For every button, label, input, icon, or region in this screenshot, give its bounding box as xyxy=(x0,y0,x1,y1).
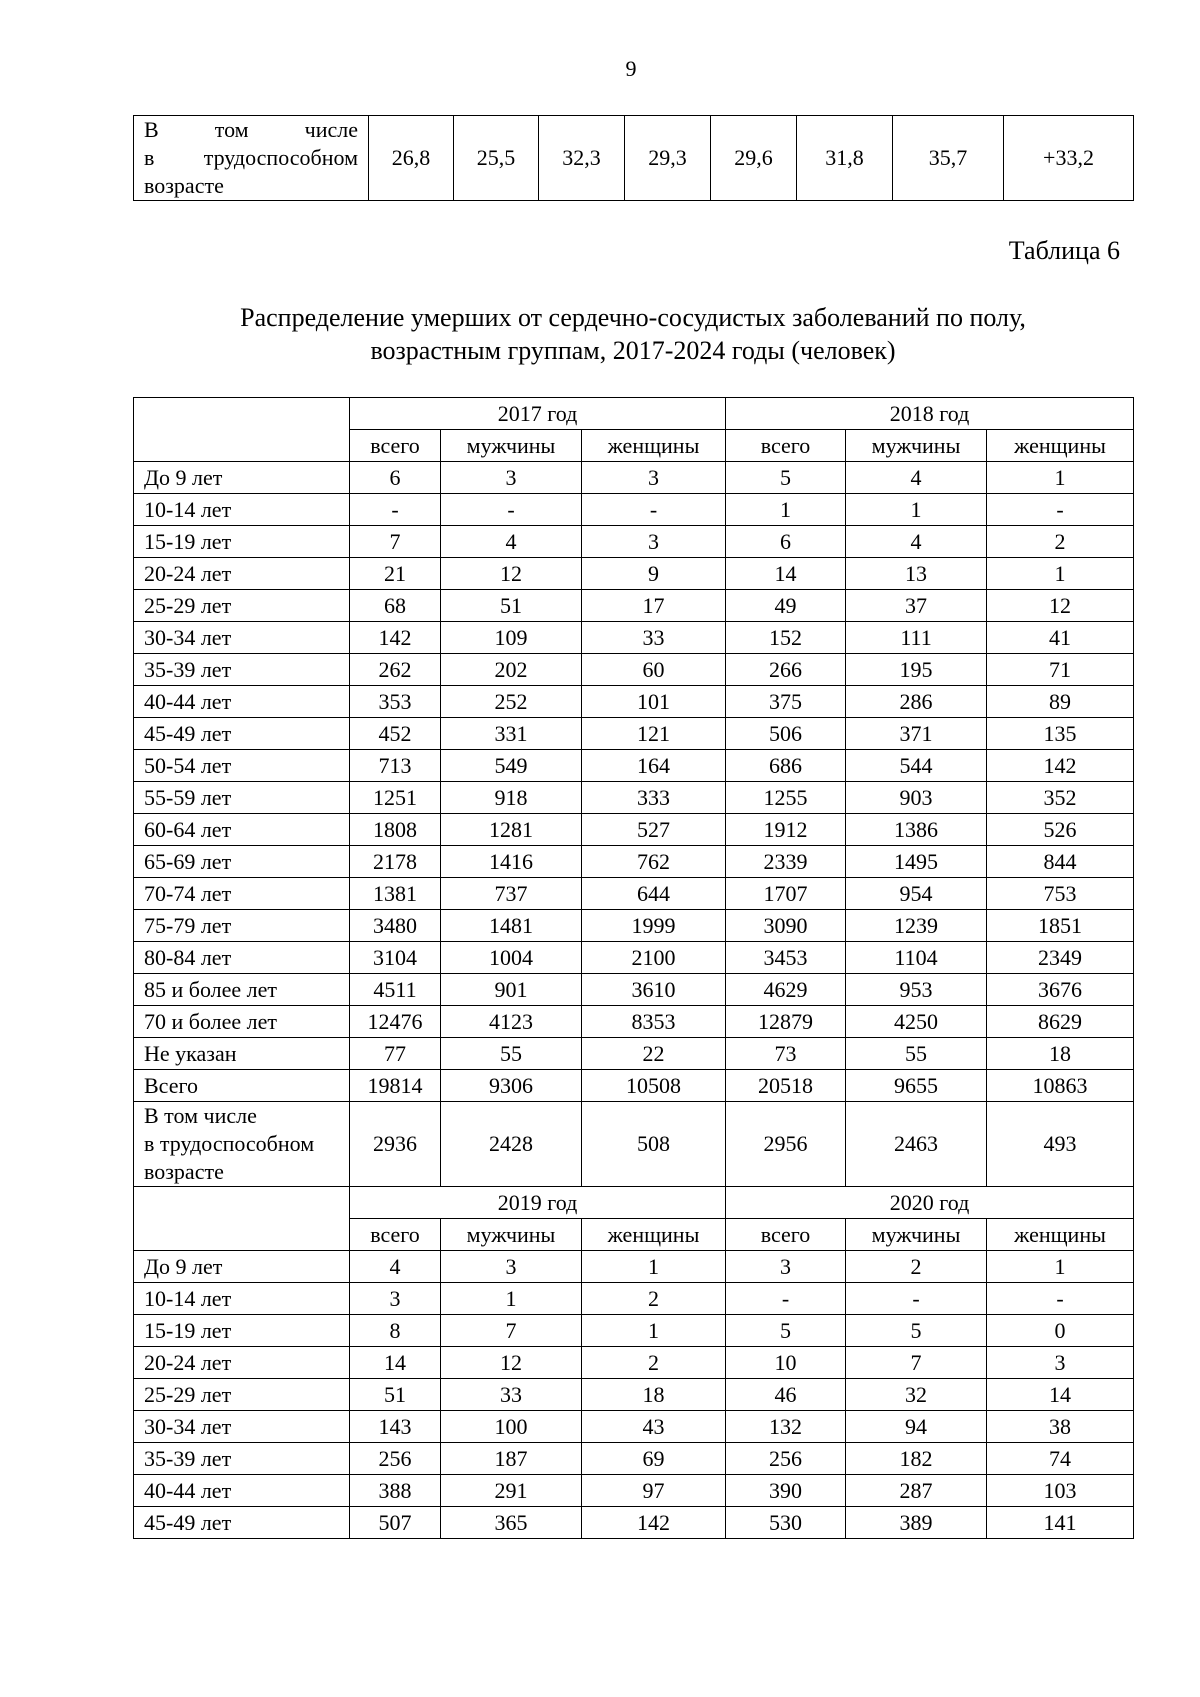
table-cell: 6 xyxy=(726,526,846,558)
row-label: 50-54 лет xyxy=(134,750,350,782)
table-row xyxy=(134,1315,1134,1347)
table-cell: 1416 xyxy=(441,846,582,878)
table-cell: 256 xyxy=(350,1443,441,1475)
table-cell: 4629 xyxy=(726,974,846,1006)
table-cell: 10 xyxy=(726,1347,846,1379)
table-cell: 4 xyxy=(441,526,582,558)
table-row xyxy=(134,494,1134,526)
table-cell: 29,6 xyxy=(711,116,797,201)
row-label: 25-29 лет xyxy=(134,1379,350,1411)
table-cell: 753 xyxy=(987,878,1134,910)
table-cell: 1381 xyxy=(350,878,441,910)
table-cell: 371 xyxy=(846,718,987,750)
table-cell: 3 xyxy=(350,1283,441,1315)
table-cell: 29,3 xyxy=(625,116,711,201)
row-label: 30-34 лет xyxy=(134,1411,350,1443)
table-cell: 1004 xyxy=(441,942,582,974)
table-cell: 2956 xyxy=(726,1102,846,1187)
table-row xyxy=(134,462,1134,494)
table-row xyxy=(134,718,1134,750)
table-cell: 152 xyxy=(726,622,846,654)
table-cell: 506 xyxy=(726,718,846,750)
table-cell: 1808 xyxy=(350,814,441,846)
table-cell: 1481 xyxy=(441,910,582,942)
table-cell: 49 xyxy=(726,590,846,622)
year-header: 2017 год xyxy=(350,398,726,430)
row-label: 20-24 лет xyxy=(134,1347,350,1379)
table-cell: 507 xyxy=(350,1507,441,1539)
table-cell: 2936 xyxy=(350,1102,441,1187)
table-cell: 100 xyxy=(441,1411,582,1443)
table-cell: 3 xyxy=(582,462,726,494)
table-cell: +33,2 xyxy=(1004,116,1134,201)
table-cell: 9306 xyxy=(441,1070,582,1102)
label-line: возрасте xyxy=(144,1159,224,1184)
table-cell: 4 xyxy=(846,526,987,558)
row-label: 55-59 лет xyxy=(134,782,350,814)
table-cell: 286 xyxy=(846,686,987,718)
table-cell: 51 xyxy=(350,1379,441,1411)
table-row xyxy=(134,558,1134,590)
table-cell: 527 xyxy=(582,814,726,846)
table-cell: 101 xyxy=(582,686,726,718)
table-cell: 164 xyxy=(582,750,726,782)
row-label: 85 и более лет xyxy=(134,974,350,1006)
table-row xyxy=(134,1475,1134,1507)
table-row xyxy=(134,1070,1134,1102)
table-cell: 1 xyxy=(726,494,846,526)
table-cell: 493 xyxy=(987,1102,1134,1187)
table-row xyxy=(134,1347,1134,1379)
row-label xyxy=(134,1102,350,1187)
table-row xyxy=(134,974,1134,1006)
table-cell: 4511 xyxy=(350,974,441,1006)
table-cell: 331 xyxy=(441,718,582,750)
table-cell: 12 xyxy=(441,1347,582,1379)
row-label: 15-19 лет xyxy=(134,526,350,558)
table-cell: 10863 xyxy=(987,1070,1134,1102)
table-cell: 6 xyxy=(350,462,441,494)
table-cell: 3 xyxy=(582,526,726,558)
table-cell: 713 xyxy=(350,750,441,782)
table-cell: 2178 xyxy=(350,846,441,878)
table-cell: 737 xyxy=(441,878,582,910)
table-cell: 10508 xyxy=(582,1070,726,1102)
year-header-row xyxy=(134,398,1134,430)
table-cell: 508 xyxy=(582,1102,726,1187)
year-header: 2018 год xyxy=(726,398,1134,430)
row-label: 65-69 лет xyxy=(134,846,350,878)
table-cell: 1 xyxy=(441,1283,582,1315)
table-cell: 8629 xyxy=(987,1006,1134,1038)
table-cell: - xyxy=(441,494,582,526)
corner-cell xyxy=(134,1187,350,1251)
table-cell: 762 xyxy=(582,846,726,878)
table-cell: 2463 xyxy=(846,1102,987,1187)
table-cell: 3 xyxy=(987,1347,1134,1379)
table-cell: 14 xyxy=(350,1347,441,1379)
table-cell: 686 xyxy=(726,750,846,782)
table-cell: 94 xyxy=(846,1411,987,1443)
table-cell: 1495 xyxy=(846,846,987,878)
table-cell: 187 xyxy=(441,1443,582,1475)
table-cell: 12 xyxy=(441,558,582,590)
table-cell: 5 xyxy=(726,462,846,494)
row-label: Всего xyxy=(134,1070,350,1102)
table-cell: 2100 xyxy=(582,942,726,974)
table-cell: 111 xyxy=(846,622,987,654)
table-cell: 25,5 xyxy=(454,116,539,201)
table-cell: 55 xyxy=(441,1038,582,1070)
table-cell: 68 xyxy=(350,590,441,622)
table-cell: 19814 xyxy=(350,1070,441,1102)
table-cell: 73 xyxy=(726,1038,846,1070)
table-cell: 38 xyxy=(987,1411,1134,1443)
table-cell: 1851 xyxy=(987,910,1134,942)
table-cell: - xyxy=(350,494,441,526)
table-cell: 12879 xyxy=(726,1006,846,1038)
row-label: 70 и более лет xyxy=(134,1006,350,1038)
table-cell: 903 xyxy=(846,782,987,814)
table-cell: 77 xyxy=(350,1038,441,1070)
table-cell: 1999 xyxy=(582,910,726,942)
table-cell: 4123 xyxy=(441,1006,582,1038)
row-label: 25-29 лет xyxy=(134,590,350,622)
table-cell: 3 xyxy=(726,1251,846,1283)
table-cell: 390 xyxy=(726,1475,846,1507)
table-row xyxy=(134,1443,1134,1475)
column-header: мужчины xyxy=(441,430,582,462)
table-cell: 1 xyxy=(987,462,1134,494)
table-row xyxy=(134,910,1134,942)
row-label: 35-39 лет xyxy=(134,1443,350,1475)
table-cell: 526 xyxy=(987,814,1134,846)
table-cell: 2 xyxy=(582,1347,726,1379)
table-cell: 3453 xyxy=(726,942,846,974)
table-cell: 353 xyxy=(350,686,441,718)
row-label: 15-19 лет xyxy=(134,1315,350,1347)
table-cell: 7 xyxy=(846,1347,987,1379)
year-header: 2019 год xyxy=(350,1187,726,1219)
table-row xyxy=(134,1411,1134,1443)
table-row xyxy=(134,526,1134,558)
table-cell: 1 xyxy=(582,1251,726,1283)
table-row xyxy=(134,782,1134,814)
table-cell: 12476 xyxy=(350,1006,441,1038)
row-label: 45-49 лет xyxy=(134,1507,350,1539)
title-line: Распределение умерших от сердечно-сосудистых заболеваний по полу, xyxy=(240,303,1026,332)
table-cell: 71 xyxy=(987,654,1134,686)
table-cell: 291 xyxy=(441,1475,582,1507)
table-cell: 109 xyxy=(441,622,582,654)
table-cell: 33 xyxy=(582,622,726,654)
row-label: 75-79 лет xyxy=(134,910,350,942)
column-header: женщины xyxy=(582,430,726,462)
column-header: женщины xyxy=(987,1219,1134,1251)
row-label: 20-24 лет xyxy=(134,558,350,590)
table-row xyxy=(134,1251,1134,1283)
row-label: 40-44 лет xyxy=(134,1475,350,1507)
table-cell: 3 xyxy=(441,1251,582,1283)
table-cell: 252 xyxy=(441,686,582,718)
table-cell: 844 xyxy=(987,846,1134,878)
label-word: возрасте xyxy=(144,173,224,198)
row-label: До 9 лет xyxy=(134,1251,350,1283)
table-cell: 33 xyxy=(441,1379,582,1411)
table-cell: 2349 xyxy=(987,942,1134,974)
table-cell: 202 xyxy=(441,654,582,686)
table-cell: 20518 xyxy=(726,1070,846,1102)
working-age-row xyxy=(134,1102,1134,1187)
table-cell: 530 xyxy=(726,1507,846,1539)
table-cell: 7 xyxy=(350,526,441,558)
table-cell: 266 xyxy=(726,654,846,686)
row-label: 60-64 лет xyxy=(134,814,350,846)
table-cell: - xyxy=(582,494,726,526)
table-cell: 35,7 xyxy=(893,116,1004,201)
column-header: женщины xyxy=(987,430,1134,462)
table-cell: 55 xyxy=(846,1038,987,1070)
table-cell: 1 xyxy=(987,1251,1134,1283)
table-cell: 142 xyxy=(987,750,1134,782)
row-label: 45-49 лет xyxy=(134,718,350,750)
table-cell: 3090 xyxy=(726,910,846,942)
table-cell: 1 xyxy=(987,558,1134,590)
row-label: 40-44 лет xyxy=(134,686,350,718)
label-line: В том числе xyxy=(144,1103,257,1128)
year-header-row xyxy=(134,1187,1134,1219)
table-cell: 352 xyxy=(987,782,1134,814)
table-row xyxy=(134,1038,1134,1070)
table-row xyxy=(134,878,1134,910)
column-header: всего xyxy=(726,430,846,462)
row-label xyxy=(134,116,369,201)
table-cell: 31,8 xyxy=(797,116,893,201)
table-cell: 0 xyxy=(987,1315,1134,1347)
corner-cell xyxy=(134,398,350,462)
table-cell: 1386 xyxy=(846,814,987,846)
table-cell: - xyxy=(987,494,1134,526)
table-cell: 3104 xyxy=(350,942,441,974)
column-header: всего xyxy=(726,1219,846,1251)
page-number: 9 xyxy=(625,56,637,81)
table-row xyxy=(134,1006,1134,1038)
table-row xyxy=(134,1379,1134,1411)
table-cell: 74 xyxy=(987,1443,1134,1475)
table-cell: - xyxy=(726,1283,846,1315)
label-word: том xyxy=(214,117,249,142)
table-cell: 5 xyxy=(726,1315,846,1347)
table-cell: 2339 xyxy=(726,846,846,878)
table-row xyxy=(134,846,1134,878)
table-row xyxy=(134,1283,1134,1315)
table-cell: 142 xyxy=(582,1507,726,1539)
table-cell: 365 xyxy=(441,1507,582,1539)
table-cell: 389 xyxy=(846,1507,987,1539)
table-cell: 3610 xyxy=(582,974,726,1006)
table-cell: 97 xyxy=(582,1475,726,1507)
row-label: До 9 лет xyxy=(134,462,350,494)
label-word: числе xyxy=(304,117,358,142)
column-header: всего xyxy=(350,430,441,462)
table-row xyxy=(134,942,1134,974)
table-cell: 21 xyxy=(350,558,441,590)
table-cell: 388 xyxy=(350,1475,441,1507)
table-cell: 141 xyxy=(987,1507,1134,1539)
table-cell: 3676 xyxy=(987,974,1134,1006)
table-cell: 452 xyxy=(350,718,441,750)
table-row xyxy=(134,686,1134,718)
table-row xyxy=(134,590,1134,622)
table-cell: 69 xyxy=(582,1443,726,1475)
table-cell: 3480 xyxy=(350,910,441,942)
table-cell: 89 xyxy=(987,686,1134,718)
table-number: Таблица 6 xyxy=(1008,236,1120,265)
table-row xyxy=(134,814,1134,846)
table-cell: 32,3 xyxy=(539,116,625,201)
label-line: в трудоспособном xyxy=(144,1131,315,1156)
table-cell: 46 xyxy=(726,1379,846,1411)
row-label: 10-14 лет xyxy=(134,494,350,526)
table-cell: 9 xyxy=(582,558,726,590)
table-cell: 121 xyxy=(582,718,726,750)
table-cell: 22 xyxy=(582,1038,726,1070)
table-cell: 142 xyxy=(350,622,441,654)
table-cell: 1251 xyxy=(350,782,441,814)
table-cell: 2 xyxy=(582,1283,726,1315)
table-cell: 18 xyxy=(582,1379,726,1411)
table-cell: 26,8 xyxy=(369,116,454,201)
table-cell: 954 xyxy=(846,878,987,910)
row-label: 80-84 лет xyxy=(134,942,350,974)
column-header: женщины xyxy=(582,1219,726,1251)
table-cell: 143 xyxy=(350,1411,441,1443)
table-cell: 544 xyxy=(846,750,987,782)
table-cell: 901 xyxy=(441,974,582,1006)
table-cell: 13 xyxy=(846,558,987,590)
table-cell: 3 xyxy=(441,462,582,494)
table-cell: 37 xyxy=(846,590,987,622)
label-word: В xyxy=(144,117,159,142)
table-cell: 256 xyxy=(726,1443,846,1475)
column-header: мужчины xyxy=(846,430,987,462)
column-header: мужчины xyxy=(846,1219,987,1251)
table-cell: 32 xyxy=(846,1379,987,1411)
table-cell: 1281 xyxy=(441,814,582,846)
table-cell: 135 xyxy=(987,718,1134,750)
table-cell: 2 xyxy=(846,1251,987,1283)
label-word: в xyxy=(144,145,155,170)
label-word: трудоспособном xyxy=(203,145,358,170)
table-cell: 1707 xyxy=(726,878,846,910)
table-cell: 375 xyxy=(726,686,846,718)
table-cell: 17 xyxy=(582,590,726,622)
year-header: 2020 год xyxy=(726,1187,1134,1219)
table-cell: 60 xyxy=(582,654,726,686)
column-header: всего xyxy=(350,1219,441,1251)
continuation-table xyxy=(133,115,1134,201)
row-label: Не указан xyxy=(134,1038,350,1070)
table-cell: 14 xyxy=(726,558,846,590)
table-cell: 14 xyxy=(987,1379,1134,1411)
table-cell: 333 xyxy=(582,782,726,814)
table-body xyxy=(134,398,1134,1539)
table-row xyxy=(134,1507,1134,1539)
table-cell: 287 xyxy=(846,1475,987,1507)
title-line: возрастным группам, 2017-2024 годы (человек) xyxy=(370,336,896,365)
table-cell: 43 xyxy=(582,1411,726,1443)
table-row xyxy=(134,116,1134,201)
row-label: 70-74 лет xyxy=(134,878,350,910)
table-cell: 2 xyxy=(987,526,1134,558)
table-cell: 1104 xyxy=(846,942,987,974)
table-cell: 2428 xyxy=(441,1102,582,1187)
table-cell: 51 xyxy=(441,590,582,622)
table-cell: 4 xyxy=(350,1251,441,1283)
table-cell: 7 xyxy=(441,1315,582,1347)
table-cell: 9655 xyxy=(846,1070,987,1102)
row-label: 35-39 лет xyxy=(134,654,350,686)
table-cell: 132 xyxy=(726,1411,846,1443)
table-cell: 8 xyxy=(350,1315,441,1347)
table-cell: 8353 xyxy=(582,1006,726,1038)
table-cell: 5 xyxy=(846,1315,987,1347)
mortality-table xyxy=(133,397,1134,1539)
table-cell: 953 xyxy=(846,974,987,1006)
table-cell: 103 xyxy=(987,1475,1134,1507)
table-cell: 195 xyxy=(846,654,987,686)
table-cell: 41 xyxy=(987,622,1134,654)
table-cell: 918 xyxy=(441,782,582,814)
table-cell: - xyxy=(987,1283,1134,1315)
table-cell: 1 xyxy=(846,494,987,526)
table-row xyxy=(134,654,1134,686)
table-cell: 1912 xyxy=(726,814,846,846)
table-cell: 644 xyxy=(582,878,726,910)
table-cell: 549 xyxy=(441,750,582,782)
table-cell: - xyxy=(846,1283,987,1315)
table-row xyxy=(134,622,1134,654)
row-label: 10-14 лет xyxy=(134,1283,350,1315)
table-row xyxy=(134,750,1134,782)
table-cell: 12 xyxy=(987,590,1134,622)
table-cell: 4250 xyxy=(846,1006,987,1038)
table-cell: 1239 xyxy=(846,910,987,942)
table-cell: 1255 xyxy=(726,782,846,814)
table-cell: 182 xyxy=(846,1443,987,1475)
table-cell: 262 xyxy=(350,654,441,686)
row-label: 30-34 лет xyxy=(134,622,350,654)
table-title xyxy=(133,301,1133,367)
table-cell: 18 xyxy=(987,1038,1134,1070)
table-cell: 4 xyxy=(846,462,987,494)
table-cell: 1 xyxy=(582,1315,726,1347)
column-header: мужчины xyxy=(441,1219,582,1251)
